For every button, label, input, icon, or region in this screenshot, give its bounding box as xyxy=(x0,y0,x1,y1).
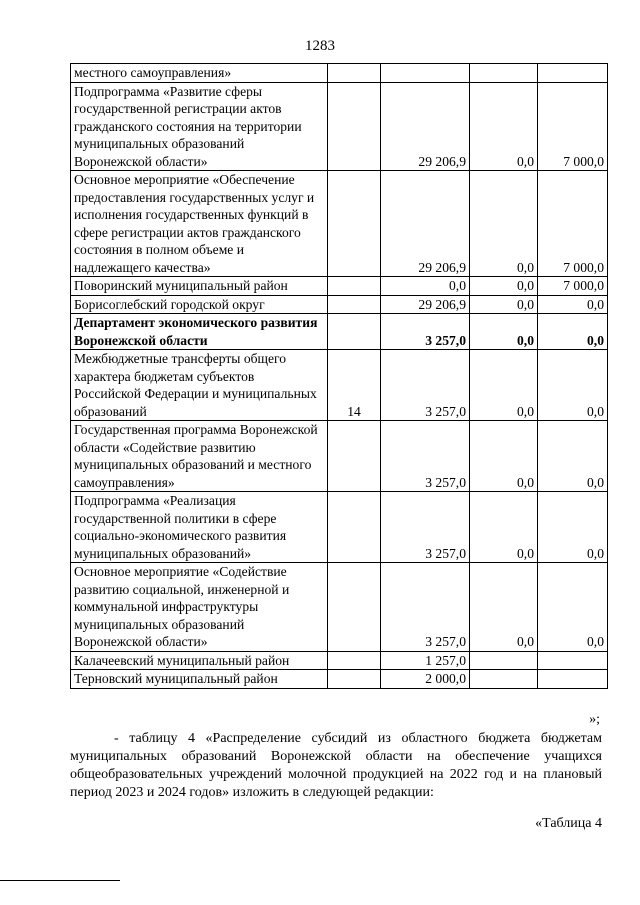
row-value-2024-cell xyxy=(538,651,608,670)
table-row xyxy=(71,171,608,277)
row-name-cell: Основное мероприятие «Содействие развитию социальной, инженерной и коммунальной инфраструктуры муниципальных образований Воронежской области» xyxy=(71,563,328,652)
row-value-2022-cell: 29 206,9 xyxy=(381,82,470,171)
row-value-2022-cell: 3 257,0 xyxy=(381,492,470,563)
budget-table-body xyxy=(71,64,608,689)
table-row xyxy=(71,670,608,689)
table-row xyxy=(71,563,608,652)
row-value-2022-cell: 29 206,9 xyxy=(381,295,470,314)
row-value-2023-cell xyxy=(470,670,538,689)
row-name-cell: Основное мероприятие «Обеспечение предоставления государственных услуг и исполнения государственных функций в сфере регистрации актов гражданского состояния в полном объеме и надлежащего качества» xyxy=(71,171,328,277)
table-row xyxy=(71,314,608,350)
row-value-2024-cell: 7 000,0 xyxy=(538,82,608,171)
row-value-2023-cell: 0,0 xyxy=(470,277,538,296)
row-value-2022-cell: 0,0 xyxy=(381,277,470,296)
row-value-2023-cell: 0,0 xyxy=(470,421,538,492)
row-code-cell xyxy=(328,64,381,83)
row-name-cell: Терновский муниципальный район xyxy=(71,670,328,689)
row-name-cell: Поворинский муниципальный район xyxy=(71,277,328,296)
row-value-2024-cell: 0,0 xyxy=(538,314,608,350)
row-value-2024-cell: 0,0 xyxy=(538,295,608,314)
row-name-cell: Подпрограмма «Развитие сферы государственной регистрации актов гражданского состояния на территории муниципальных образований Воронежской области» xyxy=(71,82,328,171)
row-value-2023-cell xyxy=(470,651,538,670)
row-code-cell xyxy=(328,295,381,314)
row-value-2024-cell: 0,0 xyxy=(538,563,608,652)
amendment-paragraph: - таблицу 4 «Распределение субсидий из областного бюджета бюджетам муниципальных образований Воронежской области на обеспечение учащихся общеобразовательных учреждений молочной продукцией на 2022 год и на плановый период 2023 и 2024 годов» изложить в следующей редакции: xyxy=(70,731,602,800)
row-code-cell xyxy=(328,670,381,689)
row-code-cell xyxy=(328,421,381,492)
row-value-2022-cell: 3 257,0 xyxy=(381,314,470,350)
row-value-2022-cell: 3 257,0 xyxy=(381,563,470,652)
table-row xyxy=(71,295,608,314)
row-value-2022-cell: 2 000,0 xyxy=(381,670,470,689)
table-row xyxy=(71,82,608,171)
table-row xyxy=(71,277,608,296)
table-row xyxy=(71,421,608,492)
row-value-2024-cell: 0,0 xyxy=(538,350,608,421)
table-row xyxy=(71,651,608,670)
row-name-cell: Борисоглебский городской округ xyxy=(71,295,328,314)
row-name-cell: Межбюджетные трансферты общего характера бюджетам субъектов Российской Федерации и муниципальных образований xyxy=(71,350,328,421)
budget-table xyxy=(70,63,608,689)
page-number: 1283 xyxy=(305,38,335,54)
row-value-2023-cell: 0,0 xyxy=(470,295,538,314)
row-code-cell xyxy=(328,277,381,296)
row-value-2022-cell: 1 257,0 xyxy=(381,651,470,670)
row-value-2023-cell: 0,0 xyxy=(470,563,538,652)
row-value-2022-cell xyxy=(381,64,470,83)
row-value-2023-cell: 0,0 xyxy=(470,492,538,563)
row-value-2022-cell: 29 206,9 xyxy=(381,171,470,277)
row-code-cell xyxy=(328,314,381,350)
row-name-cell: Департамент экономического развития Воронежской области xyxy=(71,314,328,350)
row-name-cell: Калачеевский муниципальный район xyxy=(71,651,328,670)
row-code-cell: 14 xyxy=(328,350,381,421)
footnote-rule xyxy=(0,880,120,881)
next-table-label: «Таблица 4 xyxy=(535,816,602,831)
row-code-cell xyxy=(328,171,381,277)
row-name-cell: местного самоуправления» xyxy=(71,64,328,83)
row-value-2024-cell: 7 000,0 xyxy=(538,171,608,277)
row-value-2022-cell: 3 257,0 xyxy=(381,350,470,421)
row-value-2022-cell: 3 257,0 xyxy=(381,421,470,492)
row-name-cell: Государственная программа Воронежской области «Содействие развитию муниципальных образований и местного самоуправления» xyxy=(71,421,328,492)
row-value-2024-cell xyxy=(538,64,608,83)
table-row xyxy=(71,64,608,83)
row-value-2023-cell: 0,0 xyxy=(470,314,538,350)
row-value-2023-cell xyxy=(470,64,538,83)
row-code-cell xyxy=(328,651,381,670)
closing-quote: »; xyxy=(589,712,600,727)
row-value-2024-cell: 0,0 xyxy=(538,421,608,492)
row-value-2024-cell xyxy=(538,670,608,689)
row-code-cell xyxy=(328,563,381,652)
row-value-2023-cell: 0,0 xyxy=(470,350,538,421)
row-value-2024-cell: 7 000,0 xyxy=(538,277,608,296)
row-value-2024-cell: 0,0 xyxy=(538,492,608,563)
table-row xyxy=(71,492,608,563)
row-name-cell: Подпрограмма «Реализация государственной политики в сфере социально-экономического развития муниципальных образований» xyxy=(71,492,328,563)
row-value-2023-cell: 0,0 xyxy=(470,82,538,171)
row-code-cell xyxy=(328,492,381,563)
row-value-2023-cell: 0,0 xyxy=(470,171,538,277)
table-row xyxy=(71,350,608,421)
row-code-cell xyxy=(328,82,381,171)
